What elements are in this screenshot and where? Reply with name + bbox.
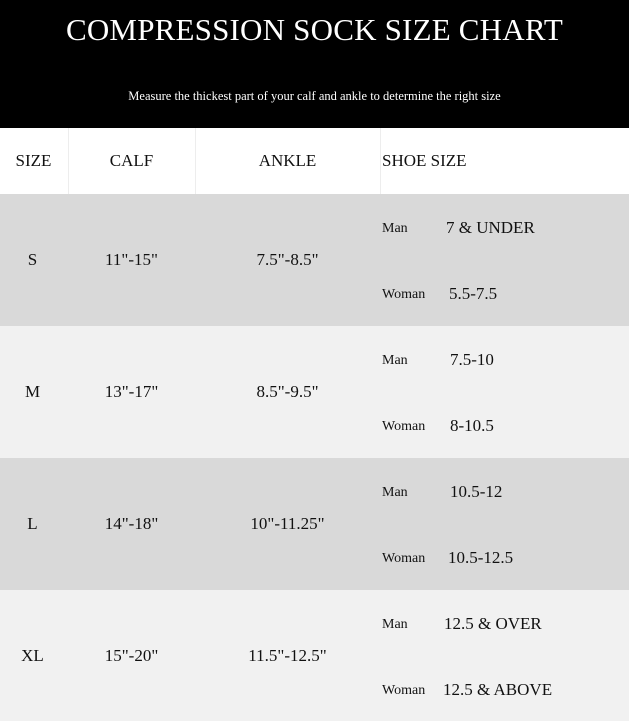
man-label: Man — [382, 221, 408, 236]
calf-cell: 11"-15" — [105, 250, 158, 269]
woman-shoe-size: 12.5 & ABOVE — [443, 680, 553, 699]
table-row-xl — [0, 590, 629, 721]
table-row-s — [0, 194, 629, 326]
man-shoe-size: 7 & UNDER — [446, 218, 535, 237]
column-header-size: SIZE — [0, 128, 67, 194]
man-label: Man — [382, 617, 408, 632]
ankle-cell: 8.5"-9.5" — [256, 382, 319, 401]
calf-cell: 14"-18" — [104, 514, 159, 533]
ankle-cell: 7.5"-8.5" — [256, 250, 319, 269]
man-label: Man — [382, 353, 408, 368]
woman-shoe-size: 5.5-7.5 — [449, 284, 498, 303]
column-header-calf: CALF — [69, 128, 194, 194]
woman-label: Woman — [382, 683, 426, 698]
chart-subtitle: Measure the thickest part of your calf and ankle to determine the right size — [128, 89, 501, 103]
size-cell: M — [24, 382, 41, 401]
chart-header — [0, 0, 629, 128]
size-cell: XL — [21, 645, 44, 665]
column-header-ankle: ANKLE — [196, 128, 379, 194]
size-cell: L — [27, 514, 38, 533]
table-row-l — [0, 458, 629, 590]
woman-shoe-size: 8-10.5 — [450, 416, 494, 435]
man-shoe-size: 12.5 & OVER — [444, 614, 542, 633]
calf-cell: 15"-20" — [104, 645, 159, 665]
woman-shoe-size: 10.5-12.5 — [448, 548, 514, 567]
woman-label: Woman — [382, 551, 426, 566]
man-shoe-size: 10.5-12 — [450, 482, 503, 501]
size-cell: S — [27, 250, 38, 269]
chart-title: COMPRESSION SOCK SIZE CHART — [65, 12, 564, 47]
man-label: Man — [382, 485, 408, 500]
ankle-cell: 10"-11.25" — [250, 514, 325, 533]
table-row-m — [0, 326, 629, 458]
calf-cell: 13"-17" — [104, 382, 159, 401]
man-shoe-size: 7.5-10 — [450, 350, 494, 369]
woman-label: Woman — [382, 287, 426, 302]
woman-label: Woman — [382, 419, 426, 434]
column-divider — [380, 128, 381, 194]
ankle-cell: 11.5"-12.5" — [248, 645, 327, 665]
column-header-shoe-size: SHOE SIZE — [382, 128, 629, 194]
